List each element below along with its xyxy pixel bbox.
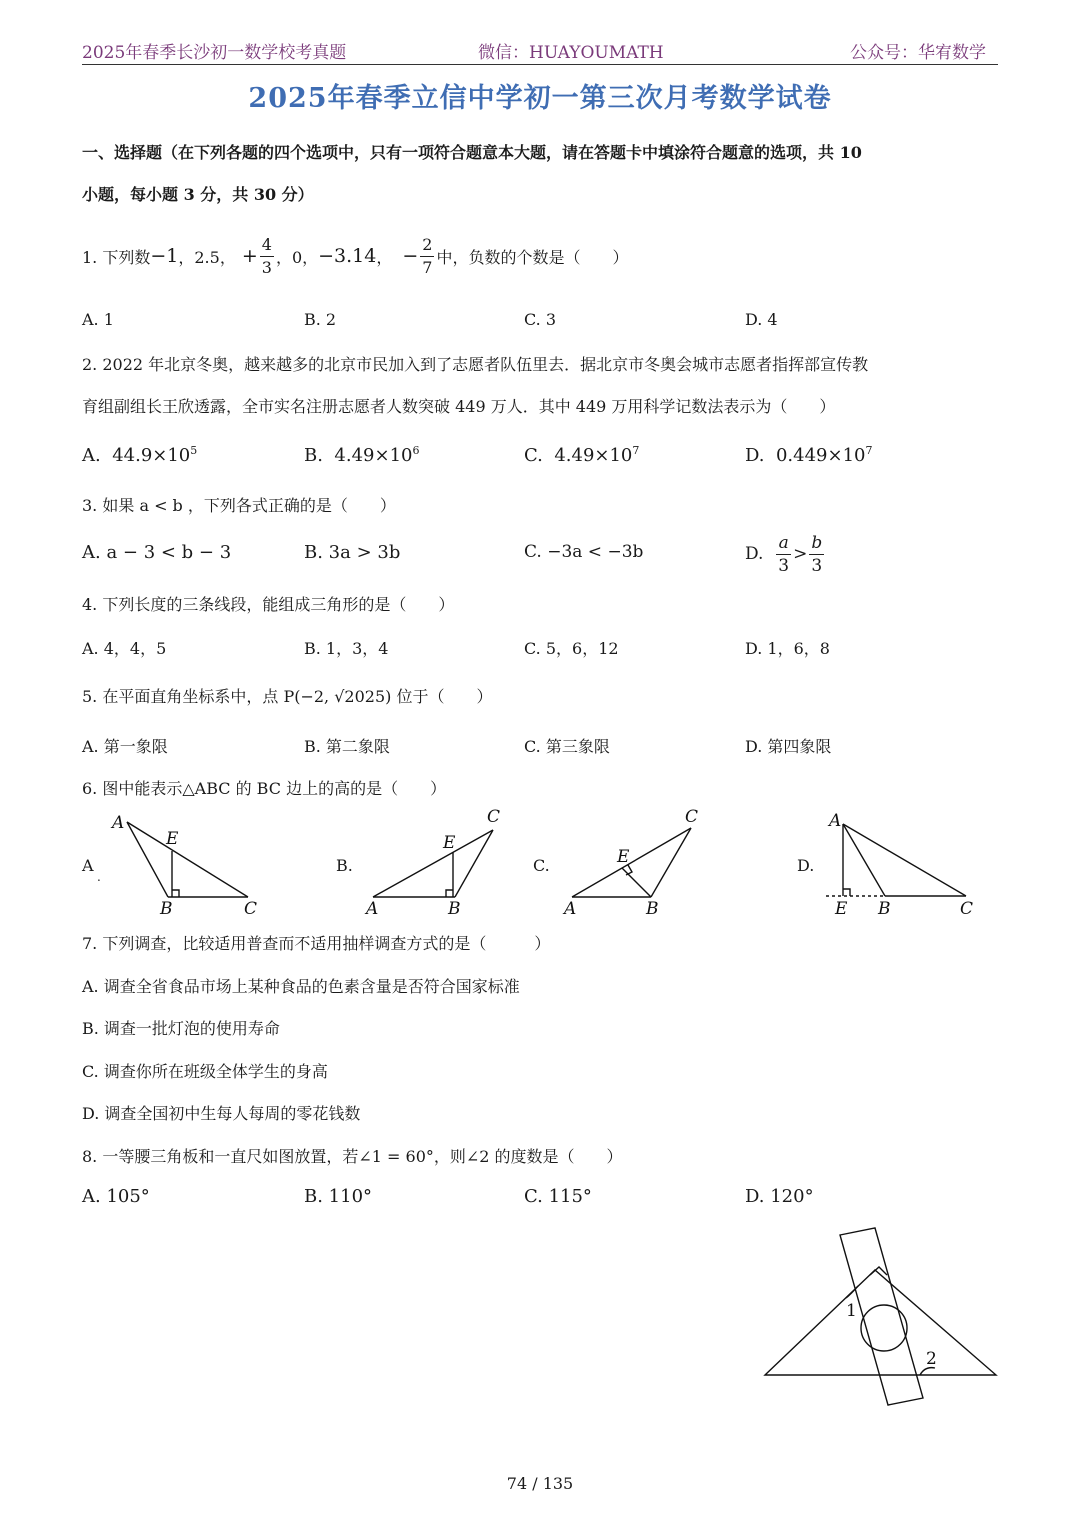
q5-option-d[interactable]: D. 第四象限 <box>745 737 832 756</box>
header-left-text: 2025年春季长沙初一数学校考真题 <box>82 43 347 63</box>
question-5-stem: 5. 在平面直角坐标系中，点 P(−2, √2025) 位于（ ） <box>82 687 493 706</box>
q4-option-d[interactable]: D. 1，6，8 <box>745 639 830 658</box>
q8-angle-2-label: 2 <box>926 1349 937 1369</box>
q2-option-b[interactable]: B. $4.49\times 10^6$ <box>304 444 420 466</box>
q6d-label-c: C <box>960 899 974 919</box>
q3-option-d[interactable]: D. $\frac{a}{3}$ > $\frac{b}{3}$ <box>745 532 823 576</box>
section-heading-line1: 一、选择题（在下列各题的四个选项中，只有一项符合题意本大题，请在答题卡中填涂符合题意的选项，共 10 <box>82 143 862 162</box>
q6c-label-b: B <box>646 899 659 919</box>
q1-option-a[interactable]: A. 1 <box>82 310 114 329</box>
q3-option-b[interactable]: B. 3a > 3b <box>304 542 401 563</box>
q8-angle-1-label: 1 <box>846 1301 857 1321</box>
page-number: 74 / 135 <box>506 1474 574 1493</box>
q1-comma: ， <box>376 247 393 267</box>
q7-option-a[interactable]: A. 调查全省食品市场上某种食品的色素含量是否符合国家标准 <box>82 977 520 996</box>
question-3-stem: 3. 如果 a < b ，下列各式正确的是（ ） <box>82 496 396 515</box>
q1-plus-sign: + <box>241 245 258 267</box>
q6-option-a-label[interactable]: A <box>82 856 94 875</box>
q1-option-d[interactable]: D. 4 <box>745 310 778 329</box>
q1-option-b[interactable]: B. 2 <box>304 310 337 329</box>
q7-option-b[interactable]: B. 调查一批灯泡的使用寿命 <box>82 1019 280 1038</box>
q1-prefix: 1. 下列数 <box>82 247 151 267</box>
q2-option-d[interactable]: D. $0.449\times 10^7$ <box>745 444 873 466</box>
question-4-stem: 4. 下列长度的三条线段，能组成三角形的是（ ） <box>82 595 455 614</box>
q1-number-zero: ，0， <box>275 247 319 267</box>
q4-option-b[interactable]: B. 1，3，4 <box>304 639 389 658</box>
q6c-label-c: C <box>685 807 699 827</box>
q8-triangle-ruler-figure <box>750 1220 1010 1420</box>
q8-option-c[interactable]: C. 115° <box>524 1186 592 1207</box>
question-7-stem: 7. 下列调查，比较适用普查而不适用抽样调查方式的是（ ） <box>82 934 551 953</box>
q6-figure-d[interactable] <box>826 824 966 896</box>
q1-fraction-2-7: $\frac{2}{7}$ <box>422 234 433 277</box>
q2-option-c[interactable]: C. $4.49\times 10^7$ <box>524 444 640 466</box>
question-2-stem-line2: 育组副组长王欣透露，全市实名注册志愿者人数突破 449 万人．其中 449 万用科学记数法表示为（ ） <box>82 397 836 416</box>
q6-option-c-label[interactable]: C. <box>533 856 550 875</box>
q4-option-a[interactable]: A. 4，4，5 <box>82 639 167 658</box>
header-wechat-text: 微信：HUAYOUMATH <box>478 43 664 63</box>
question-2-stem-line1: 2. 2022 年北京冬奥，越来越多的北京市民加入到了志愿者队伍里去．据北京市冬奥会城市志愿者指挥部宣传教 <box>82 355 869 374</box>
question-8-stem: 8. 一等腰三角板和一直尺如图放置，若∠1 = 60°，则∠2 的度数是（ ） <box>82 1147 623 1166</box>
q6-figure-c[interactable] <box>572 828 691 897</box>
q8-option-a[interactable]: A. 105° <box>82 1186 150 1207</box>
q5-option-c[interactable]: C. 第三象限 <box>524 737 610 756</box>
q6b-label-b: B <box>448 899 461 919</box>
q6a-label-c: C <box>244 899 258 919</box>
q6d-label-e: E <box>835 899 848 919</box>
q6-option-b-label[interactable]: B. <box>336 856 353 875</box>
q7-option-d[interactable]: D. 调查全国初中生每人每周的零花钱数 <box>82 1104 361 1123</box>
question-6-stem: 6. 图中能表示△ABC 的 BC 边上的高的是（ ） <box>82 779 447 798</box>
q5-option-b[interactable]: B. 第二象限 <box>304 737 390 756</box>
q6a-label-a: A <box>112 813 125 833</box>
header-account-text: 公众号：华宥数学 <box>850 43 986 63</box>
q6d-label-b: B <box>878 899 891 919</box>
q1-number-neg1: −1 <box>150 245 179 267</box>
q6a-label-e: E <box>166 829 179 849</box>
q6b-label-a: A <box>366 899 379 919</box>
q6c-label-e: E <box>617 847 630 867</box>
q8-option-d[interactable]: D. 120° <box>745 1186 814 1207</box>
q6-figures <box>0 800 1080 930</box>
q6d-label-a: A <box>829 811 842 831</box>
q1-suffix: 中，负数的个数是（ ） <box>436 247 629 267</box>
q1-fraction-4-3: $\frac{4}{3}$ <box>261 234 272 277</box>
q1-minus-sign: − <box>402 245 419 267</box>
q6a-label-b: B <box>160 899 173 919</box>
q6-option-d-label[interactable]: D. <box>797 856 815 875</box>
section-heading-line2: 小题，每小题 3 分，共 30 分） <box>82 185 314 204</box>
q6-figure-b[interactable] <box>373 830 493 897</box>
q7-option-c[interactable]: C. 调查你所在班级全体学生的身高 <box>82 1062 328 1081</box>
q6-option-a-dot: . <box>97 870 101 884</box>
question-1-stem <box>82 228 629 284</box>
q6b-label-e: E <box>443 833 456 853</box>
header-divider <box>82 64 998 65</box>
page-title: 2025年春季立信中学初一第三次月考数学试卷 <box>248 83 832 114</box>
q3-option-a[interactable]: A. a − 3 < b − 3 <box>82 542 232 563</box>
q2-option-a[interactable]: A. $44.9\times 10^5$ <box>82 444 198 466</box>
q5-option-a[interactable]: A. 第一象限 <box>82 737 168 756</box>
q1-number-neg3-14: −3.14 <box>318 245 377 267</box>
q6b-label-c: C <box>487 807 501 827</box>
q6c-label-a: A <box>564 899 577 919</box>
q8-option-b[interactable]: B. 110° <box>304 1186 373 1207</box>
q1-number-2-5: ，2.5， <box>178 247 236 267</box>
q1-option-c[interactable]: C. 3 <box>524 310 557 329</box>
q6-figure-a[interactable] <box>127 822 248 897</box>
q4-option-c[interactable]: C. 5，6，12 <box>524 639 619 658</box>
q3-option-c[interactable]: C. −3a < −3b <box>524 542 644 562</box>
